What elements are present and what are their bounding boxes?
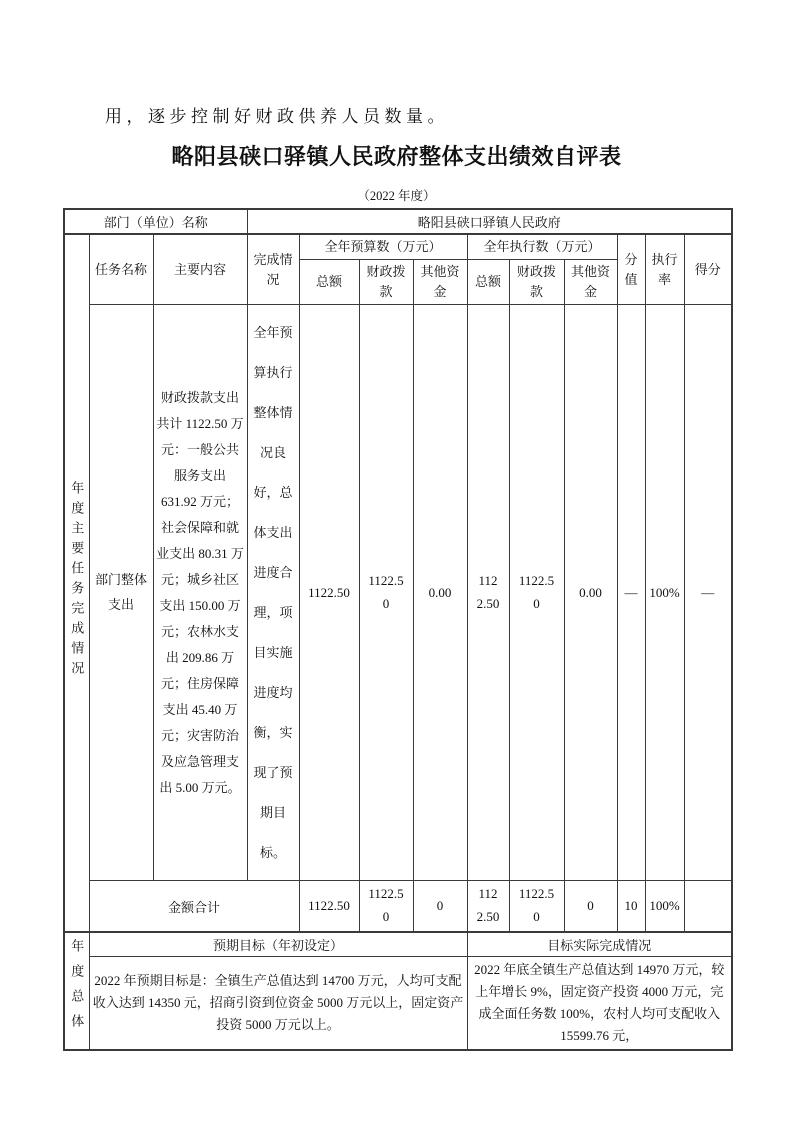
performance-self-eval-table — [63, 208, 733, 1051]
header-expected-goal: 预期目标（年初设定） — [89, 932, 467, 957]
cell-expected-goal-text: 2022 年预期目标是：全镇生产总值达到 14700 万元，人均可支配收入达到 14350 元，招商引资到位资金 5000 万元以上，固定资产投资 5000 万元以上。 — [89, 956, 467, 1050]
cell-total-budget-other: 0 — [413, 881, 467, 932]
cell-exec-total — [467, 305, 509, 881]
cell-actual-completion-text: 2022 年底全镇生产总值达到 14970 万元，较上年增长 9%，固定资产投资 4000 万元，完成全面任务数 100%，农村人均可支配收入 15599.76 元， — [467, 956, 732, 1050]
header-budget-group: 全年预算数（万元） — [299, 234, 467, 260]
cell-task-name: 部门整体支出 — [89, 305, 153, 881]
cell-exec-fiscal-value: 1122.50 — [518, 573, 555, 611]
main-task-row — [64, 305, 732, 881]
cell-total-exec-fiscal-value: 1122.50 — [518, 886, 555, 925]
header-task-name: 任务名称 — [89, 234, 153, 305]
cell-total-label: 金额合计 — [89, 881, 299, 932]
cell-budget-fiscal-value: 1122.50 — [368, 573, 404, 611]
cell-budget-total: 1122.50 — [299, 305, 359, 881]
section-label-annual-overall — [64, 932, 89, 1050]
header-exec-rate: 执行率 — [645, 234, 684, 305]
intro-paragraph: 用，逐步控制好财政供养人员数量。 — [105, 107, 449, 126]
cell-total-exec-other: 0 — [564, 881, 617, 932]
cell-total-score-weight: 10 — [617, 881, 645, 932]
cell-total-budget-total: 1122.50 — [299, 881, 359, 932]
header-exec-total: 总额 — [467, 260, 509, 305]
cell-total-exec-total-value: 1122.50 — [476, 886, 500, 925]
header-exec-other: 其他资金 — [564, 260, 617, 305]
header-budget-other: 其他资金 — [413, 260, 467, 305]
cell-total-exec-rate: 100% — [645, 881, 684, 932]
header-budget-total: 总额 — [299, 260, 359, 305]
cell-total-exec-fiscal — [509, 881, 564, 932]
header-main-content: 主要内容 — [153, 234, 247, 305]
cell-exec-rate: 100% — [645, 305, 684, 881]
cell-main-content: 财政拨款支出共计 1122.50 万元：一般公共服务支出 631.92 万元；社会保障和就业支出 80.31 万元；城乡社区支出 150.00 万元；农林水支出 209.86 万元；住房保障支出 45.40 万元；灾害防治及应急管理支出 5.00 万元。 — [153, 305, 247, 881]
cell-budget-other: 0.00 — [413, 305, 467, 881]
cell-exec-other: 0.00 — [564, 305, 617, 881]
header-exec-group: 全年执行数（万元） — [467, 234, 617, 260]
cell-completion: 全年预算执行整体情况良好，总体支出进度合理，项目实施进度均衡，实现了预期目标。 — [247, 305, 299, 881]
header-row-groups — [64, 234, 732, 260]
cell-total-budget-fiscal — [359, 881, 413, 932]
cell-total-budget-fiscal-value: 1122.50 — [368, 886, 404, 925]
cell-score-weight: — — [617, 305, 645, 881]
section-label-annual-overall-text: 年度总体 — [69, 938, 85, 1039]
dept-name-value: 略阳县硖口驿镇人民政府 — [247, 209, 732, 234]
page-subtitle: （2022 年度） — [357, 189, 436, 203]
section-label-annual-tasks — [64, 234, 89, 932]
header-score-weight: 分值 — [617, 234, 645, 305]
cell-score: — — [684, 305, 732, 881]
goal-text-row — [64, 956, 732, 1050]
header-budget-fiscal: 财政拨款 — [359, 260, 413, 305]
cell-total-score — [684, 881, 732, 932]
dept-name-label: 部门（单位）名称 — [64, 209, 247, 234]
header-exec-fiscal: 财政拨款 — [509, 260, 564, 305]
goal-header-row — [64, 932, 732, 957]
page-title: 略阳县硖口驿镇人民政府整体支出绩效自评表 — [171, 144, 622, 169]
cell-total-exec-total — [467, 881, 509, 932]
cell-budget-fiscal — [359, 305, 413, 881]
cell-exec-fiscal — [509, 305, 564, 881]
section-label-annual-tasks-text: 年度主要任务完成情况 — [69, 480, 85, 681]
amount-total-row — [64, 881, 732, 932]
header-completion: 完成情况 — [247, 234, 299, 305]
header-actual-completion: 目标实际完成情况 — [467, 932, 732, 957]
cell-exec-total-value: 1122.50 — [476, 573, 500, 611]
dept-name-row — [64, 209, 732, 234]
header-score: 得分 — [684, 234, 732, 305]
